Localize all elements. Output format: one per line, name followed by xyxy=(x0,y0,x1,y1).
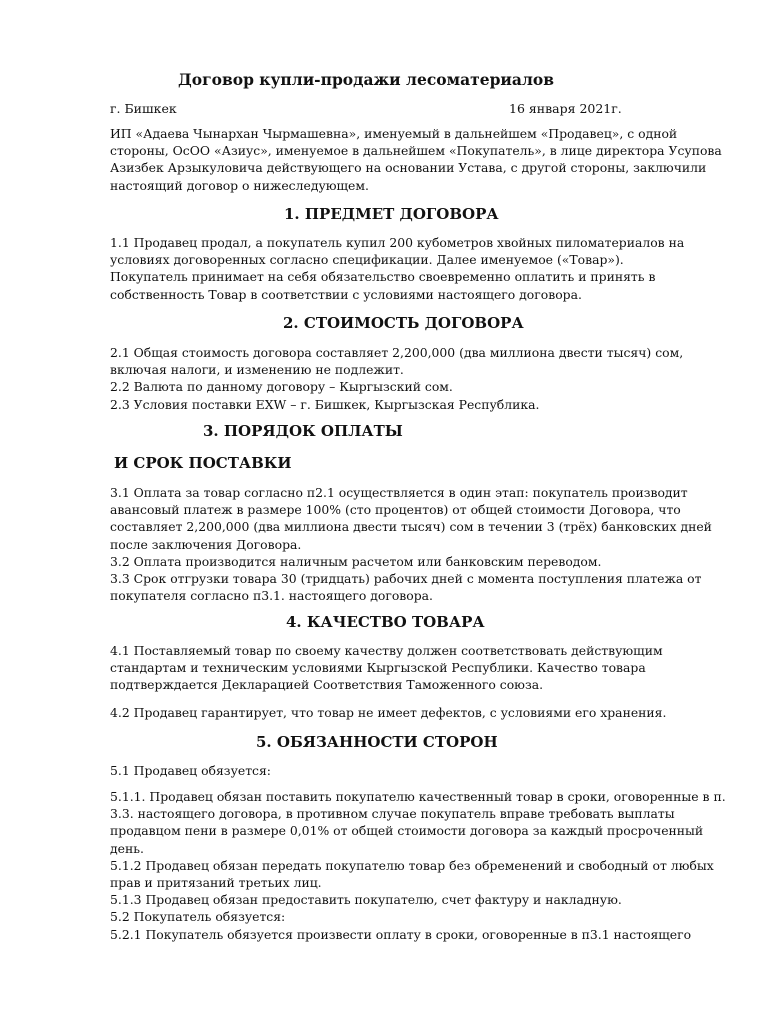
section-3-heading-line-2: И СРОК ПОСТАВКИ xyxy=(114,454,292,472)
paragraph-line: 3.1 Оплата за товар согласно п2.1 осуществляется в один этап: покупатель производит xyxy=(110,485,688,500)
document-date: 16 января 2021г. xyxy=(509,101,622,116)
paragraph-line: стандартам и техническим условиями Кыргызской Республики. Качество товара xyxy=(110,660,646,676)
paragraph-line: 5.2.1 Покупатель обязуется произвести оплату в сроки, оговоренные в п3.1 настоящего xyxy=(110,926,692,942)
paragraph-line: 2.3 Условия поставки EXW – г. Бишкек, Кыргызская Республика. xyxy=(110,396,540,412)
paragraph-line: настоящий договор о нижеследующем. xyxy=(110,177,369,193)
preamble-paragraph xyxy=(110,125,722,194)
paragraph-line: 5.2 Покупатель обязуется: xyxy=(110,909,286,925)
section-3-text xyxy=(110,484,712,604)
section-5-intro xyxy=(110,762,271,779)
section-2-text xyxy=(110,344,683,413)
section-4-text-b xyxy=(110,704,666,721)
section-2-heading: 2. СТОИМОСТЬ ДОГОВОРА xyxy=(283,314,524,332)
document-city: г. Бишкек xyxy=(110,101,177,116)
paragraph-line: 2.1 Общая стоимость договора составляет 2,200,000 (два миллиона двести тысяч) сом, xyxy=(110,345,684,360)
section-1-heading: 1. ПРЕДМЕТ ДОГОВОРА xyxy=(284,205,499,223)
paragraph-line: условиях договоренных согласно спецификации. Далее именуемое («Товар»). xyxy=(110,252,624,268)
paragraph-line: составляет 2,200,000 (два миллиона двести тысяч) сом в течении 3 (трёх) банковских дней xyxy=(110,519,712,535)
section-3-heading-line-1: 3. ПОРЯДОК ОПЛАТЫ xyxy=(203,422,403,440)
paragraph-line: 3.2 Оплата производится наличным расчетом или банковским переводом. xyxy=(110,553,602,569)
paragraph-line: продавцом пени в размере 0,01% от общей стоимости договора за каждый просроченный xyxy=(110,823,704,839)
paragraph-line: 3.3. настоящего договора, в противном случае покупатель вправе требовать выплаты xyxy=(110,806,675,822)
paragraph-line: Азизбек Арзыкуловича действующего на основании Устава, с другой стороны, заключили xyxy=(110,160,707,176)
paragraph-line: 5.1.3 Продавец обязан предоставить покупателю, счет фактуру и накладную. xyxy=(110,892,622,908)
paragraph-line: покупателя согласно п3.1. настоящего договора. xyxy=(110,588,433,604)
paragraph-line: ИП «Адаева Чынархан Чырмашевна», именуемый в дальнейшем «Продавец», с одной xyxy=(110,126,678,141)
paragraph-line: 4.2 Продавец гарантирует, что товар не имеет дефектов, с условиями его хранения. xyxy=(110,705,667,720)
paragraph-line: собственность Товар в соответствии с условиями настоящего договора. xyxy=(110,286,582,302)
section-1-text xyxy=(110,234,684,303)
document-title: Договор купли-продажи лесоматериалов xyxy=(178,70,555,89)
paragraph-line: авансовый платеж в размере 100% (сто процентов) от общей стоимости Договора, что xyxy=(110,502,681,518)
paragraph-line: прав и притязаний третьих лиц. xyxy=(110,875,322,891)
section-5-text xyxy=(110,788,726,943)
paragraph-line: день. xyxy=(110,840,144,856)
section-4-text-a xyxy=(110,642,663,694)
paragraph-line: Покупатель принимает на себя обязательство своевременно оплатить и принять в xyxy=(110,269,656,285)
paragraph-line: 3.3 Срок отгрузки товара 30 (тридцать) рабочих дней с момента поступления платежа от xyxy=(110,571,702,587)
paragraph-line: включая налоги, и изменению не подлежит. xyxy=(110,362,404,378)
paragraph-line: после заключения Договора. xyxy=(110,536,302,552)
paragraph-line: подтверждается Декларацией Соответствия Таможенного союза. xyxy=(110,677,544,693)
paragraph-line: 1.1 Продавец продал, а покупатель купил 200 кубометров хвойных пиломатериалов на xyxy=(110,235,685,250)
paragraph-line: стороны, ОсОО «Азиус», именуемое в дальнейшем «Покупатель», в лице директора Усупова xyxy=(110,143,722,159)
section-5-heading: 5. ОБЯЗАННОСТИ СТОРОН xyxy=(256,733,498,751)
section-4-heading: 4. КАЧЕСТВО ТОВАРА xyxy=(286,613,485,631)
paragraph-line: 5.1 Продавец обязуется: xyxy=(110,763,271,778)
paragraph-line: 2.2 Валюта по данному договору – Кыргызский сом. xyxy=(110,379,453,395)
paragraph-line: 4.1 Поставляемый товар по своему качеству должен соответствовать действующим xyxy=(110,643,663,658)
paragraph-line: 5.1.2 Продавец обязан передать покупателю товар без обременений и свободный от любых xyxy=(110,857,714,873)
paragraph-line: 5.1.1. Продавец обязан поставить покупателю качественный товар в сроки, оговоренные в п. xyxy=(110,789,726,804)
